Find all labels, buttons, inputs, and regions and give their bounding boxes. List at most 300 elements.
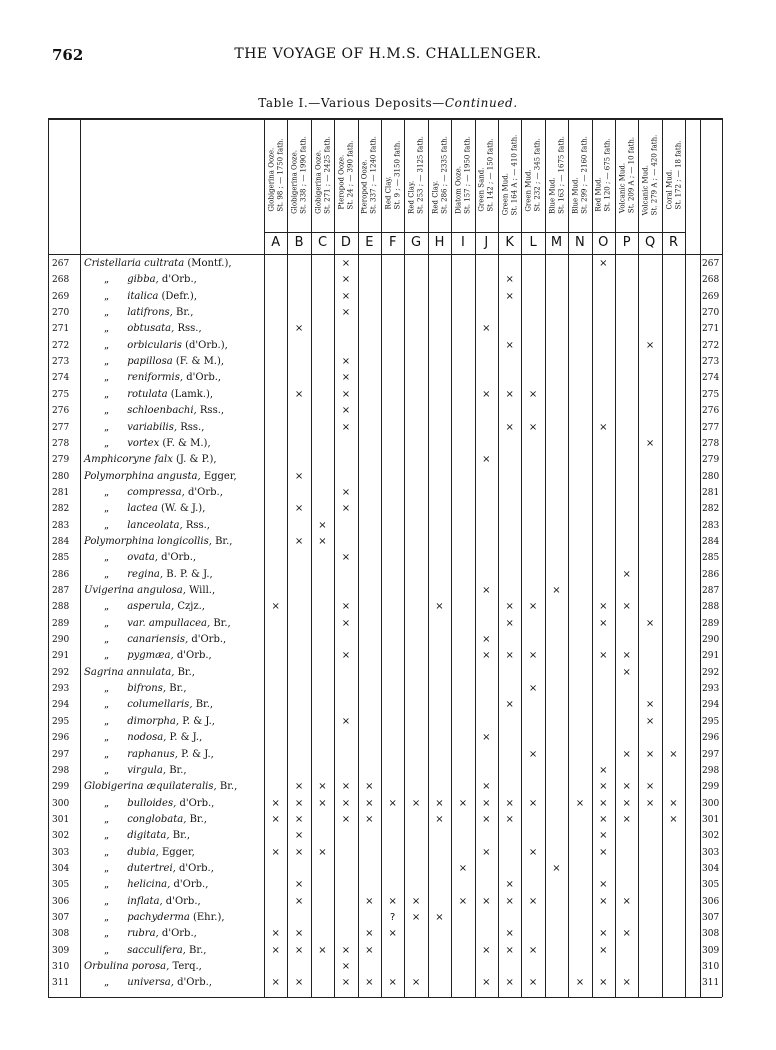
species-name	[104, 618, 231, 629]
table-title-continued: Continued.	[444, 96, 518, 110]
row-number-right: 307	[702, 913, 720, 923]
species-epithet: variabilis,	[127, 421, 181, 433]
column-letter-C: C	[317, 235, 328, 250]
column-header-E	[361, 136, 378, 214]
species-name	[104, 552, 196, 563]
row-number-right: 267	[702, 259, 720, 269]
ditto-mark: „	[104, 290, 110, 302]
species-epithet: orbicularis	[127, 339, 186, 351]
occurrence-mark: ×	[365, 781, 374, 793]
row-number-right: 282	[702, 504, 720, 515]
genus-name: Amphicoryne falx	[84, 454, 177, 466]
occurrence-mark: ×	[341, 961, 351, 973]
row-number-left: 302	[52, 831, 70, 842]
row-number-right: 300	[702, 798, 720, 809]
occurrence-mark: ×	[482, 977, 491, 989]
occurrence-mark: ×	[482, 846, 491, 858]
row-number-right: 309	[702, 945, 720, 956]
row-number-left: 284	[52, 536, 70, 547]
row-number-right: 296	[702, 733, 720, 744]
page-number: 762	[52, 46, 84, 64]
occurrence-mark: ×	[341, 552, 351, 564]
occurrence-mark: ×	[599, 830, 608, 842]
occurrence-mark: ×	[294, 846, 304, 858]
occurrence-mark: ×	[341, 388, 351, 400]
occurrence-mark: ×	[505, 879, 514, 891]
occurrence-mark: ×	[505, 388, 514, 400]
occurrence-mark: ×	[365, 895, 374, 907]
occurrence-mark: ×	[458, 797, 468, 809]
rule-col-7	[381, 118, 382, 997]
occurrence-mark: ×	[341, 290, 351, 302]
row-number-right: 273	[702, 357, 720, 368]
column-header-F	[384, 141, 401, 210]
occurrence-mark: ×	[622, 748, 631, 760]
occurrence-mark: ×	[271, 797, 280, 809]
ditto-mark: „	[104, 944, 110, 956]
occurrence-mark: ×	[505, 421, 514, 433]
ditto-mark: „	[104, 372, 110, 384]
row-number-right: 295	[702, 716, 720, 727]
species-name	[104, 634, 226, 645]
row-number-right: 279	[702, 455, 720, 466]
occurrence-mark: ×	[505, 977, 514, 989]
occurrence-mark: ×	[341, 601, 351, 613]
column-station: St. 337 ; — 1240 fath.	[369, 136, 378, 214]
row-number-right: 293	[702, 684, 720, 695]
row-number-right: 284	[702, 536, 720, 547]
author: (d'Orb.),	[185, 339, 228, 351]
row-number-right: 303	[702, 847, 720, 858]
occurrence-mark: ×	[622, 666, 631, 678]
occurrence-mark: ×	[341, 258, 351, 269]
occurrence-mark: ×	[528, 977, 538, 989]
row-number-left: 273	[52, 357, 70, 368]
species-epithet: lactea	[127, 503, 162, 515]
species-name	[104, 650, 212, 661]
row-number-right: 292	[702, 667, 720, 678]
occurrence-mark: ×	[622, 601, 631, 613]
row-number-left: 285	[52, 553, 70, 564]
rule-col-6	[358, 118, 359, 997]
species-epithet: dubia,	[127, 846, 162, 858]
column-deposit-name: Globigerina Ooze.	[290, 150, 299, 214]
species-name	[104, 356, 224, 367]
row-number-left: 279	[52, 455, 70, 466]
occurrence-mark: ×	[435, 813, 444, 825]
ditto-mark: „	[104, 813, 110, 825]
occurrence-mark: ×	[599, 781, 608, 793]
occurrence-mark: ×	[482, 585, 491, 596]
occurrence-mark: ×	[341, 405, 351, 417]
author: P. & J.,	[182, 715, 215, 727]
species-name	[104, 896, 201, 907]
occurrence-mark: ×	[365, 944, 374, 956]
column-letter-K: K	[505, 235, 514, 250]
author: Br.,	[219, 781, 238, 793]
column-header-N	[571, 136, 588, 214]
row-number-right: 274	[702, 373, 720, 384]
occurrence-mark: ×	[505, 601, 514, 613]
column-station: St. 24 ; — 390 fath.	[345, 140, 354, 210]
page-header	[0, 46, 776, 66]
column-station: St. 338 ; — 1990 fath.	[299, 136, 308, 214]
species-name	[104, 699, 213, 710]
row-number-right: 290	[702, 635, 720, 646]
row-number-right: 302	[702, 831, 720, 842]
species-name	[84, 961, 202, 972]
species-epithet: helicina,	[127, 879, 174, 891]
species-epithet: bifrons,	[127, 683, 170, 695]
occurrence-mark: ×	[645, 699, 655, 711]
author: Br.,	[189, 813, 207, 825]
ditto-mark: „	[104, 764, 110, 776]
rule-col-8	[404, 118, 405, 997]
occurrence-mark: ×	[341, 944, 351, 956]
species-epithet: papillosa	[127, 356, 176, 368]
author: (W. & J.),	[161, 503, 206, 515]
author: Br.,	[172, 830, 191, 842]
ditto-mark: „	[104, 895, 110, 907]
occurrence-mark: ×	[505, 617, 514, 629]
author: Rss.,	[180, 421, 205, 433]
ditto-mark: „	[104, 339, 110, 351]
occurrence-mark: ×	[318, 797, 327, 809]
row-number-left: 294	[52, 700, 70, 711]
occurrence-mark: ×	[271, 928, 280, 940]
column-letter-O: O	[598, 235, 609, 250]
column-letter-E: E	[365, 235, 374, 250]
species-name	[84, 781, 237, 792]
rule-bottom	[48, 997, 722, 999]
row-number-left: 298	[52, 765, 70, 776]
occurrence-mark: ×	[482, 944, 491, 956]
ditto-mark: „	[104, 699, 110, 711]
occurrence-mark: ×	[318, 519, 327, 531]
occurrence-mark: ×	[669, 813, 678, 825]
occurrence-mark: ×	[505, 928, 514, 940]
species-epithet: regina,	[127, 568, 167, 580]
row-number-right: 268	[702, 275, 720, 286]
occurrence-mark: ×	[294, 781, 304, 793]
species-epithet: inflata,	[127, 895, 166, 907]
species-epithet: lanceolata,	[127, 519, 186, 531]
occurrence-mark: ×	[622, 797, 631, 809]
species-epithet: raphanus,	[127, 748, 182, 760]
column-station: St. 232 ; — 345 fath.	[533, 138, 542, 212]
author: Br.,	[176, 307, 194, 319]
column-deposit-name: Red Mud.	[594, 177, 603, 212]
occurrence-mark: ×	[435, 797, 444, 809]
column-letter-Q: Q	[644, 235, 656, 250]
author: Terq.,	[172, 961, 202, 973]
ditto-mark: „	[104, 421, 110, 433]
row-number-left: 307	[52, 913, 70, 923]
occurrence-mark: ×	[645, 781, 655, 793]
ditto-mark: „	[104, 405, 110, 417]
genus-name: Sagrina annulata,	[84, 666, 178, 678]
ditto-mark: „	[104, 879, 110, 891]
occurrence-mark: ×	[341, 781, 351, 793]
column-station: St. 142 ; — 150 fath.	[486, 138, 495, 212]
column-header-P	[618, 137, 635, 213]
species-epithet: dimorpha,	[127, 715, 183, 727]
author: Br.,	[169, 683, 187, 695]
occurrence-mark: ×	[669, 748, 678, 760]
row-number-right: 278	[702, 438, 720, 449]
row-number-left: 290	[52, 635, 70, 646]
row-number-right: 276	[702, 406, 720, 417]
species-epithet: dutertrei,	[127, 862, 180, 874]
column-deposit-name: Diatom Ooze.	[454, 165, 463, 214]
author: (F. & M.),	[175, 356, 225, 368]
ditto-mark: „	[104, 928, 110, 940]
occurrence-mark: ×	[505, 274, 514, 286]
row-number-left: 270	[52, 308, 70, 319]
species-name	[104, 716, 215, 727]
species-name	[104, 389, 213, 400]
species-epithet: universa,	[127, 977, 178, 989]
genus-name: Globigerina æquilateralis,	[84, 781, 220, 793]
row-number-right: 285	[702, 553, 720, 564]
species-epithet: var. ampullacea,	[127, 617, 214, 629]
occurrence-mark: ×	[599, 928, 608, 940]
row-number-right: 289	[702, 618, 720, 629]
column-station: St. 253 ; — 3125 fath.	[416, 136, 425, 214]
row-number-left: 292	[52, 667, 70, 678]
page-title: THE VOYAGE OF H.M.S. CHALLENGER.	[234, 46, 542, 62]
species-epithet: rotulata	[127, 388, 171, 400]
author: (Defr.),	[161, 290, 197, 302]
row-number-right: 270	[702, 308, 720, 319]
species-name	[104, 814, 207, 825]
column-letter-I: I	[460, 235, 465, 250]
occurrence-mark: ×	[599, 895, 608, 907]
occurrence-mark: ×	[505, 797, 514, 809]
column-station: St. 271 ; — 2425 fath.	[322, 136, 331, 214]
ditto-mark: „	[104, 715, 110, 727]
row-number-right: 288	[702, 602, 720, 613]
species-epithet: gibba,	[127, 274, 162, 286]
row-number-left: 309	[52, 945, 70, 956]
author: P. & J.,	[181, 748, 214, 760]
rule-col-5	[334, 118, 335, 997]
occurrence-mark: ×	[528, 944, 538, 956]
species-epithet: ovata,	[127, 552, 162, 564]
occurrence-mark: ×	[294, 879, 304, 891]
occurrence-mark: ×	[482, 895, 491, 907]
occurrence-mark: ×	[645, 748, 655, 760]
row-number-left: 276	[52, 406, 70, 417]
occurrence-mark: ×	[599, 601, 608, 613]
occurrence-mark: ×	[505, 895, 514, 907]
occurrence-mark: ×	[645, 797, 655, 809]
row-number-left: 278	[52, 438, 70, 449]
ditto-mark: „	[104, 552, 110, 564]
occurrence-mark: ×	[482, 323, 491, 335]
occurrence-mark: ×	[599, 421, 608, 433]
species-name	[104, 601, 205, 612]
row-number-right: 287	[702, 586, 720, 596]
author: Br.,	[195, 699, 214, 711]
species-name	[104, 683, 187, 694]
occurrence-mark: ×	[622, 568, 631, 580]
column-header-K	[501, 135, 518, 216]
row-number-right: 304	[702, 863, 720, 874]
occurrence-mark: ?	[390, 912, 396, 923]
rule-col-11	[475, 118, 476, 997]
occurrence-mark: ×	[458, 895, 468, 907]
occurrence-mark: ×	[318, 535, 327, 547]
species-name	[104, 291, 197, 302]
column-letter-P: P	[622, 235, 631, 250]
column-header-Q	[642, 135, 659, 216]
occurrence-mark: ×	[482, 781, 491, 793]
occurrence-mark: ×	[482, 634, 491, 646]
column-header-L	[525, 138, 542, 211]
row-number-right: 280	[702, 471, 720, 482]
occurrence-mark: ×	[552, 862, 561, 874]
column-deposit-name: Globigerina Ooze.	[267, 147, 276, 212]
genus-name: Uvigerina angulosa,	[84, 585, 190, 596]
ditto-mark: „	[104, 323, 110, 335]
ditto-mark: „	[104, 617, 110, 629]
row-number-right: 301	[702, 814, 720, 825]
row-number-left: 303	[52, 847, 70, 858]
row-number-right: 299	[702, 782, 720, 793]
occurrence-mark: ×	[365, 813, 374, 825]
ditto-mark: „	[104, 748, 110, 760]
row-number-left: 295	[52, 716, 70, 727]
column-station: St. 286 ; — 2335 fath.	[439, 136, 448, 214]
column-station: St. 209 A ; — 10 fath.	[626, 136, 635, 214]
occurrence-mark: ×	[294, 503, 304, 515]
occurrence-mark: ×	[505, 339, 514, 351]
ditto-mark: „	[104, 568, 110, 580]
row-number-right: 272	[702, 340, 720, 351]
occurrence-mark: ×	[645, 715, 655, 727]
species-name	[104, 487, 223, 498]
occurrence-mark: ×	[411, 977, 421, 989]
author: B. P. & J.,	[166, 568, 213, 580]
column-header-M	[548, 136, 565, 214]
row-number-left: 296	[52, 733, 70, 744]
ditto-mark: „	[104, 274, 110, 286]
ditto-mark: „	[104, 634, 110, 646]
occurrence-mark: ×	[482, 797, 491, 809]
species-epithet: pygmæa,	[127, 650, 177, 662]
row-number-left: 297	[52, 749, 70, 760]
column-header-B	[291, 136, 308, 214]
column-deposit-name: Pteropod Ooze.	[360, 159, 369, 214]
occurrence-mark: ×	[599, 977, 608, 989]
rule-col-13	[521, 118, 522, 997]
species-name	[104, 765, 187, 776]
occurrence-mark: ×	[271, 977, 280, 989]
occurrence-mark: ×	[271, 601, 280, 613]
occurrence-mark: ×	[294, 323, 304, 335]
species-name	[104, 977, 212, 988]
row-number-left: 306	[52, 896, 70, 907]
occurrence-mark: ×	[435, 601, 444, 613]
species-name	[104, 912, 225, 923]
rule-col-3	[287, 118, 288, 997]
column-letter-A: A	[271, 235, 281, 250]
species-name	[104, 863, 214, 874]
occurrence-mark: ×	[645, 339, 655, 351]
occurrence-mark: ×	[599, 258, 608, 269]
species-name	[104, 847, 195, 858]
column-deposit-name: Red Clay.	[384, 176, 393, 210]
occurrence-mark: ×	[482, 388, 491, 400]
rule-col-15	[568, 118, 569, 997]
occurrence-mark: ×	[365, 928, 374, 940]
author: Rss.,	[177, 323, 202, 335]
column-station: St. 172 ; — 18 fath.	[673, 140, 682, 210]
occurrence-mark: ×	[622, 650, 631, 662]
author: d'Orb.,	[165, 895, 201, 907]
occurrence-mark: ×	[552, 585, 561, 596]
genus-name: Cristellaria cultrata	[84, 258, 188, 269]
species-name	[104, 945, 206, 956]
author: Egger,	[161, 846, 195, 858]
row-number-left: 288	[52, 602, 70, 613]
occurrence-mark: ×	[505, 813, 514, 825]
species-name	[104, 879, 208, 890]
row-number-right: 275	[702, 389, 720, 400]
column-header-I	[454, 136, 471, 214]
occurrence-mark: ×	[341, 503, 351, 515]
species-name	[84, 585, 215, 596]
author: P. & J.,	[169, 732, 203, 744]
row-number-left: 305	[52, 880, 70, 891]
species-name	[104, 503, 205, 514]
species-epithet: canariensis,	[127, 634, 192, 646]
occurrence-mark: ×	[341, 650, 351, 662]
occurrence-mark: ×	[528, 421, 538, 433]
species-name	[84, 258, 232, 269]
occurrence-mark: ×	[271, 813, 280, 825]
occurrence-mark: ×	[411, 797, 421, 809]
author: d'Orb.,	[173, 879, 209, 891]
occurrence-mark: ×	[528, 748, 538, 760]
occurrence-mark: ×	[365, 797, 374, 809]
ditto-mark: „	[104, 862, 110, 874]
row-number-right: 269	[702, 291, 720, 302]
species-name	[84, 667, 195, 678]
rule-col-16	[592, 118, 593, 997]
occurrence-mark: ×	[505, 650, 514, 662]
occurrence-mark: ×	[365, 977, 374, 989]
rule-head	[48, 254, 722, 255]
ditto-mark: „	[104, 797, 110, 809]
occurrence-mark: ×	[575, 797, 585, 809]
author: Rss.,	[199, 405, 225, 417]
species-epithet: asperula,	[127, 601, 178, 613]
row-number-left: 269	[52, 291, 70, 302]
occurrence-mark: ×	[528, 895, 538, 907]
column-deposit-name: Volcanic Mud.	[618, 162, 627, 214]
ditto-mark: „	[104, 437, 110, 449]
column-deposit-name: Blue Mud.	[548, 177, 556, 214]
ditto-mark: „	[104, 486, 110, 498]
author: d'Orb.,	[179, 797, 215, 809]
ditto-mark: „	[104, 601, 110, 613]
occurrence-mark: ×	[645, 617, 655, 629]
author: d'Orb.,	[176, 650, 212, 662]
species-name	[104, 798, 214, 809]
column-letter-B: B	[294, 235, 304, 250]
